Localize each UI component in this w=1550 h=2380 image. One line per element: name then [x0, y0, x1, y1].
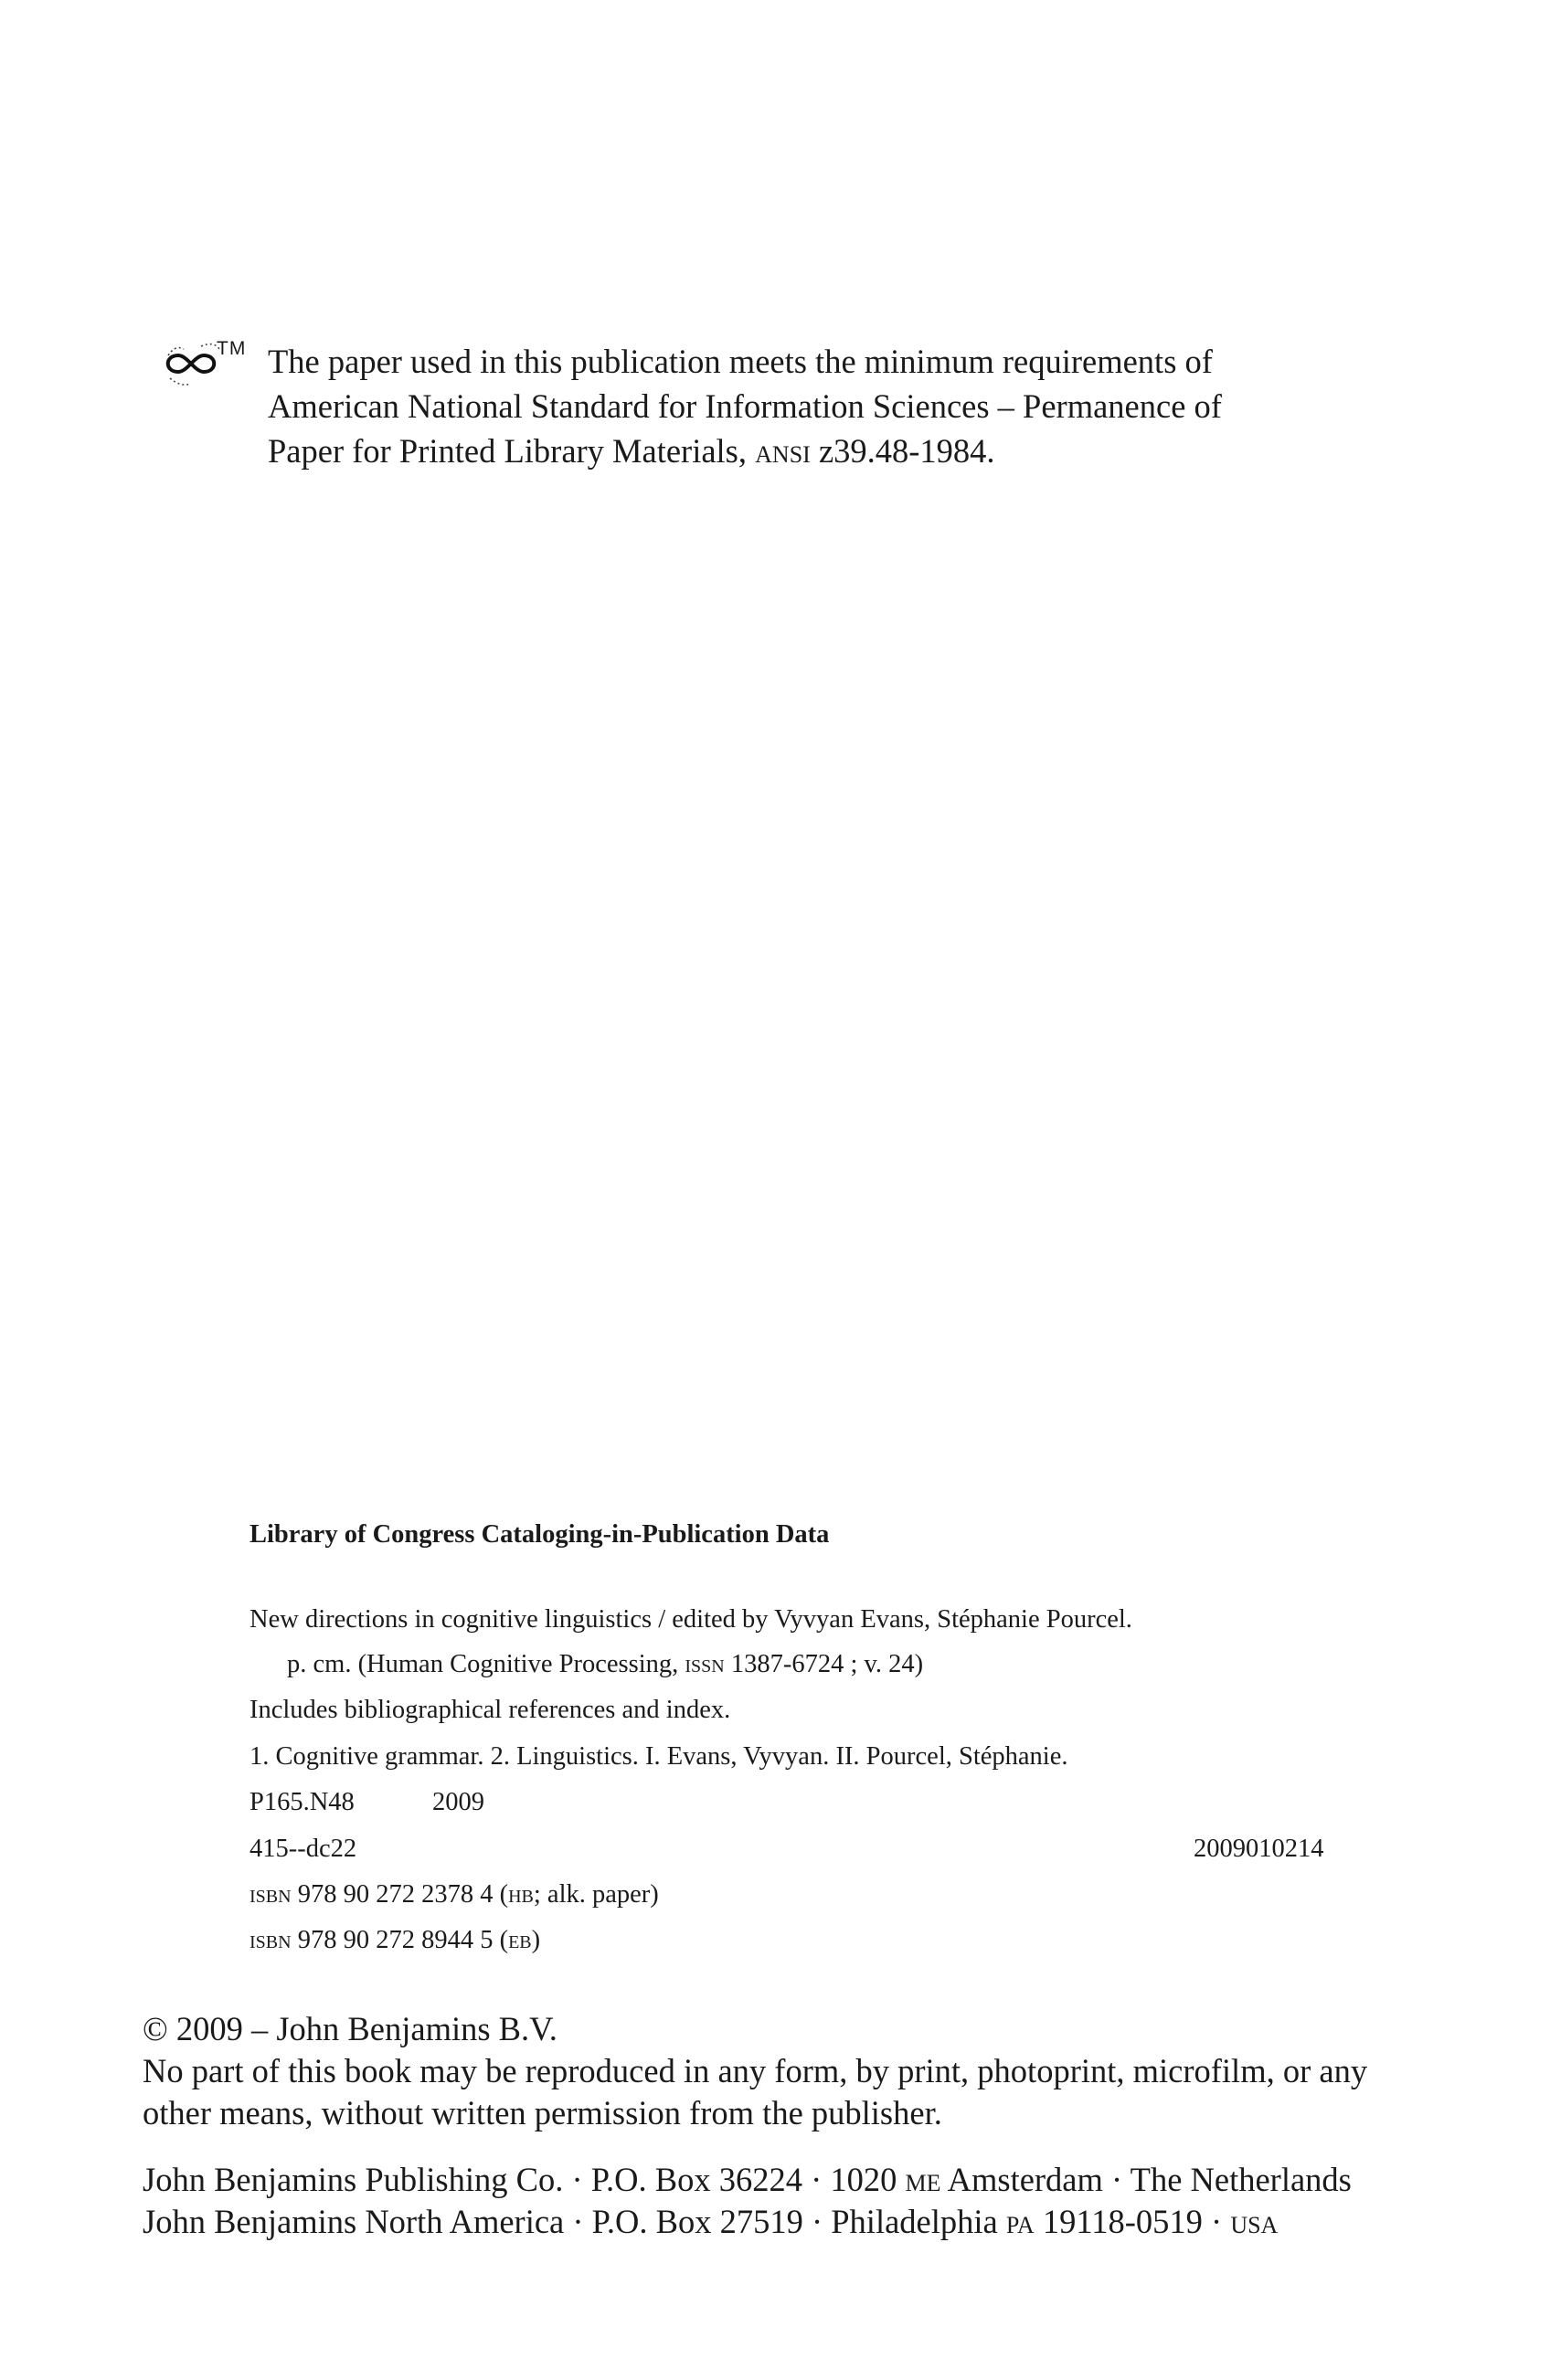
isbn-hb-number: 978 90 272 2378 4 (: [291, 1880, 509, 1909]
cip-physical-pre: p. cm. (Human Cognitive Processing,: [287, 1650, 685, 1678]
isbn-hb-label: isbn: [249, 1880, 292, 1909]
isbn-eb-number: 978 90 272 8944 5 (: [291, 1926, 509, 1954]
publisher-us-pa: pa: [1005, 2203, 1035, 2240]
ansi-label: ansi: [755, 432, 811, 470]
permanence-line-2: American National Standard for Information Sciences – Permanence of: [268, 387, 1222, 425]
rights-line-1: No part of this book may be reproduced in any form, by print, photoprint, microfilm, or any: [143, 2052, 1368, 2089]
cip-dewey: 415--dc22: [249, 1835, 357, 1863]
cip-heading: Library of Congress Cataloging-in-Publication Data: [249, 1520, 830, 1549]
permanence-line-3: [268, 428, 1222, 473]
ansi-standard: z39.48-1984.: [810, 432, 995, 470]
isbn-hardback: [249, 1879, 659, 1910]
copyright-line: © 2009 – John Benjamins B.V.: [143, 2010, 557, 2047]
isbn-hb-type: hb: [508, 1880, 534, 1909]
cip-year: 2009: [432, 1788, 484, 1816]
isbn-eb-rest: ): [531, 1926, 541, 1954]
permanence-line-1: The paper used in this publication meets the minimum requirements of: [268, 343, 1213, 380]
publisher-address-netherlands: [143, 2160, 1352, 2200]
cip-notes: Includes bibliographical references and index.: [249, 1696, 731, 1724]
cip-lccn: 2009010214: [1194, 1835, 1324, 1863]
isbn-eb-label: isbn: [249, 1926, 292, 1954]
cip-physical-post: 1387-6724 ; v. 24): [724, 1650, 924, 1678]
issn-label: issn: [685, 1650, 725, 1678]
publisher-us-usa: usa: [1230, 2203, 1279, 2240]
isbn-ebook: [249, 1925, 540, 1956]
infinity-icon: [163, 322, 227, 404]
cip-title-line: New directions in cognitive linguistics / edited by Vyvyan Evans, Stéphanie Pourcel.: [249, 1605, 1132, 1634]
isbn-eb-type: eb: [508, 1926, 532, 1954]
trademark-mark: TM: [217, 338, 247, 359]
publisher-us-pre: John Benjamins North America · P.O. Box 27519 · Philadelphia: [143, 2203, 1006, 2240]
isbn-hb-rest: ; alk. paper): [533, 1880, 659, 1909]
rights-line-2: other means, without written permission from the publisher.: [143, 2094, 942, 2131]
publisher-address-usa: [143, 2202, 1278, 2242]
publisher-eu-pre: John Benjamins Publishing Co. · P.O. Box 36224 · 1020: [143, 2161, 906, 2198]
cip-call-number: P165.N48: [249, 1788, 355, 1816]
publisher-eu-post: Amsterdam · The Netherlands: [940, 2161, 1352, 2198]
permanence-line-3-text: Paper for Printed Library Materials,: [268, 432, 756, 470]
cip-physical-line: [287, 1649, 923, 1680]
paper-permanence-notice: [268, 339, 1222, 473]
publisher-eu-me: me: [905, 2161, 941, 2198]
cip-subjects: 1. Cognitive grammar. 2. Linguistics. I. Evans, Vyvyan. II. Pourcel, Stéphanie.: [249, 1742, 1068, 1771]
publisher-us-zip: 19118-0519 ·: [1034, 2203, 1231, 2240]
